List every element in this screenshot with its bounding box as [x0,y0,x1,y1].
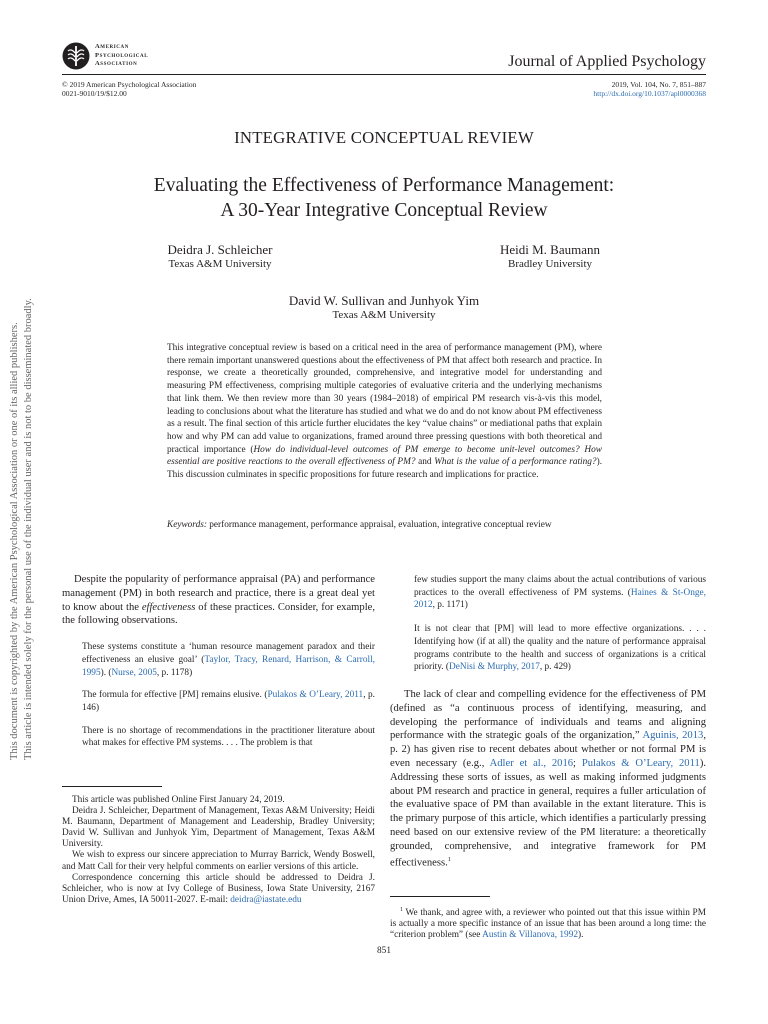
block-quote: These systems constitute a ‘human resource management paradox and their effectiveness an elusive goal’ (Taylor, Tracy, Renard, Harrison, & Carroll, 1995). (Nurse, 2005, p. 1178) [82,642,375,678]
copyright: © 2019 American Psychological Association [62,80,197,89]
block-quote: The formula for effective [PM] remains elusive. (Pulakos & O’Leary, 2011, p. 146) [82,690,376,713]
copyright-block [62,80,196,98]
author-affiliation: Texas A&M University [332,309,436,321]
citation-link[interactable]: Austin & Villanova, 1992 [482,930,579,941]
left-column [62,573,375,750]
citation-link[interactable]: Nurse, 2005 [111,667,157,678]
right-column [390,574,706,871]
issn: 0021-9010/19/$12.00 [62,89,127,98]
footnote: $^1$ We thank, and agree with, a reviewer who pointed out that this issue within PM is actually a more specific instance of an issue that has been around a long time: the “criterion problem” (see Austin & Villanova, 1992). [390,907,706,941]
citation-link[interactable]: Aguinis, 2013 [642,730,704,742]
author-affiliation: Bradley University [507,258,592,270]
citation-link[interactable]: Adler et al., 2016 [489,757,574,769]
apa-logo-icon [62,42,90,70]
keywords-label: Keywords: [167,520,207,530]
journal-name: Journal of Applied Psychology [508,53,706,70]
block-quote: There is no shortage of recommendations in the practitioner literature about what makes for effective PM systems. . . . The problem is that [82,725,375,749]
sidebar-notice-line-2: This article is intended solely for the personal use of the individual user and is not to be disseminated broadly. [23,298,34,760]
footnote: Deidra J. Schleicher, Department of Management, Texas A&M University; Heidi M. Baumann, Department of Management and Leadership, Bradley University; David W. Sullivan and Junhyok Yim, Department of Management, Texas A&M University. [62,806,375,850]
footnote: This article was published Online First January 24, 2019. [72,795,285,805]
author-block-3 [0,293,768,321]
keywords: Keywords: performance management, performance appraisal, evaluation, integrative conceptual review [167,520,552,530]
volume-info: 2019, Vol. 104, No. 7, 851–887 [611,80,706,89]
doi-link[interactable]: http://dx.doi.org/10.1037/apl0000368 [593,89,706,98]
citation-link[interactable]: Pulakos & O’Leary, 2011 [581,757,700,769]
copyright-sidebar [8,280,34,760]
citation-link[interactable]: Haines & St-Onge, 2012 [414,587,706,611]
author-block-1 [120,242,320,270]
citation-link[interactable]: Pulakos & O’Leary, 2011 [267,690,364,701]
block-quote: few studies support the many claims about the actual contributions of various practices to the overall effectiveness of PM systems. (Haines & St-Onge, 2012, p. 1171) [414,575,706,611]
intro-paragraph: Despite the popularity of performance appraisal (PA) and performance management (PM) in both research and practice, there is a great deal yet to know about the effectiveness of these practices. Consider, for example, the following observations. [62,574,375,627]
citation-block [593,80,706,98]
article-footnotes [62,786,375,906]
section-label: INTEGRATIVE CONCEPTUAL REVIEW [234,128,534,147]
article-title: Evaluating the Effectiveness of Performance Management: A 30-Year Integrative Conceptual Review [153,175,615,221]
footnote: We wish to express our sincere appreciation to Murray Barrick, Wendy Boswell, and Matt Call for their very helpful comments on earlier versions of this article. [62,850,375,872]
footnote-marker[interactable]: 1 [447,856,451,864]
correspondence-note: Correspondence concerning this article should be addressed to Deidra J. Schleicher, who is now at Ivy College of Business, Iowa State University, 2167 Union Drive, Ames, IA 50011-2027. E-mail: deidra@iastate.edu [62,872,375,905]
author-name: Deidra J. Schleicher [167,242,273,257]
abstract: This integrative conceptual review is based on a critical need in the area of performance management (PM), where there remain important unanswered questions about the effectiveness of PM that affect both research and practice. In response, we create a theoretically grounded, comprehensive, and integrative model for understanding and measuring PM effectiveness, comprising multiple categories of evaluative criteria and the underlying mechanisms that link them. We then review more than 30 years (1984–2018) of empirical PM research vis-à-vis this model, leading to conclusions about what the literature has studied and what we do and do not know about PM effectiveness as a result. The final section of this article further elucidates the key “value chains” or mediational paths that explain how and why PM can add value to organizations, framed around three pressing questions with both theoretical and practical importance (How do individual-level outcomes of PM emerge to become unit-level outcomes? How essential are positive reactions to the overall effectiveness of PM? and What is the value of a performance rating?). This discussion culminates in specific propositions for future research and implications for practice. [167,343,603,481]
right-footnotes [390,896,706,941]
header-rule [62,74,706,75]
author-name: Heidi M. Baumann [499,242,600,257]
citation-link[interactable]: DeNisi & Murphy, 2017 [449,662,540,673]
body-paragraph: The lack of clear and compelling evidence for the effectiveness of PM (defined as “a continuous process of identifying, measuring, and developing the performance of individuals and teams and aligning performance with the strategic goals of the organization,” Aguinis, 2013, p. 2) has given rise to recent debates about whether or not formal PM is even necessary (e.g., Adler et al., 2016; Pulakos & O’Leary, 2011). Addressing these sorts of issues, as well as making informed judgments about PM research and practice in general, requires a fuller articulation of the evaluative space of PM than available in the extant literature. This is the primary purpose of this article, which identifies a particularly pressing need based on our extensive review of the PM literature: a theoretically grounded, comprehensive, and integrative framework for PM effectiveness.$^1$ [390,688,706,870]
author-block-2 [450,242,650,270]
footnote-rule [62,786,162,787]
sidebar-notice-line-1: This document is copyrighted by the American Psychological Association or one of its allied publishers. [9,322,20,760]
footnote-rule [390,896,490,897]
author-affiliation: Texas A&M University [168,258,272,270]
block-quote: It is not clear that [PM] will lead to more effective organizations. . . . Identifying how (if at all) the quality and the nature of performance appraisal programs contribute to the health and success of organizations is a critical priority. (DeNisi & Murphy, 2017, p. 429) [414,624,706,673]
citation-link[interactable]: Taylor, Tracy, Renard, Harrison, & Carroll, 1995 [82,654,375,678]
page-number: 851 [377,946,391,956]
publisher-name: American Psychological Association [95,43,149,68]
email-link[interactable]: deidra@iastate.edu [230,894,302,905]
author-name: David W. Sullivan and Junhyok Yim [288,293,480,308]
